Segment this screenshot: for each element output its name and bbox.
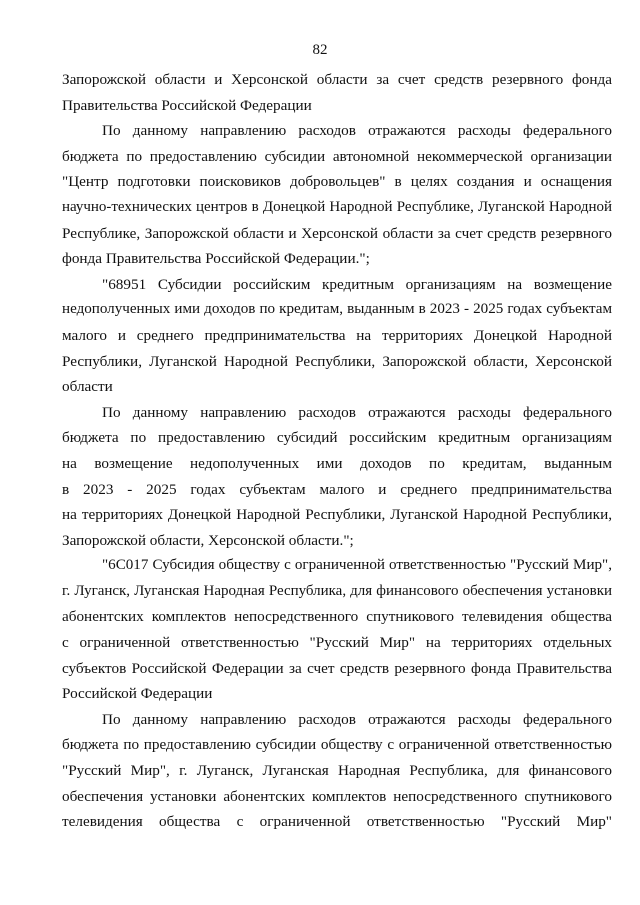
text-line: на возмещение недополученных ими доходов по кредитам, выданным xyxy=(62,454,612,472)
text-line: абонентских комплектов непосредственного спутникового телевидения общества xyxy=(62,608,612,626)
text-line: По данному направлению расходов отражаются расходы федерального xyxy=(102,403,612,421)
text-line: Республики, Луганской Народной Республики, Запорожской области, Херсонской xyxy=(62,352,612,370)
document-body xyxy=(62,67,612,835)
text-line: По данному направлению расходов отражаются расходы федерального xyxy=(102,710,612,728)
text-line: фонда Правительства Российской Федерации."; xyxy=(62,250,370,268)
text-line: Правительства Российской Федерации xyxy=(62,96,312,114)
text-line: области xyxy=(62,378,113,396)
text-line: в 2023 - 2025 годах субъектам малого и среднего предпринимательства xyxy=(62,480,612,498)
text-line: Российской Федерации xyxy=(62,685,213,703)
text-line: Запорожской области, Херсонской области."; xyxy=(62,531,354,549)
text-line: Запорожской области и Херсонской области за счет средств резервного фонда xyxy=(62,71,612,88)
page-number: 82 xyxy=(312,42,328,58)
text-line: бюджета по предоставлению субсидий российским кредитным организациям xyxy=(62,429,612,447)
text-line: "68951 Субсидии российским кредитным организациям на возмещение xyxy=(102,275,612,293)
text-line: "Русский Мир", г. Луганск, Луганская Народная Республика, для финансового xyxy=(62,762,612,780)
text-line: недополученных ими доходов по кредитам, выданным в 2023 - 2025 годах субъектам xyxy=(62,301,612,318)
text-line: бюджета по предоставлению субсидии обществу с ограниченной ответственностью xyxy=(62,736,612,754)
text-line: Республике, Запорожской области и Херсонской области за счет средств резервного xyxy=(62,224,612,242)
text-line: обеспечения установки абонентских комплектов непосредственного спутникового xyxy=(62,787,612,805)
text-line: "6С017 Субсидия обществу с ограниченной ответственностью "Русский Мир", xyxy=(102,557,612,574)
text-line: научно-технических центров в Донецкой Народной Республике, Луганской Народной xyxy=(62,198,612,215)
text-line: малого и среднего предпринимательства на территориях Донецкой Народной xyxy=(62,326,612,344)
text-line: субъектов Российской Федерации за счет средств резервного фонда Правительства xyxy=(62,659,612,677)
text-line: телевидения общества с ограниченной ответственностью "Русский Мир" xyxy=(62,813,612,831)
text-line: бюджета по предоставлению субсидии автономной некоммерческой организации xyxy=(62,147,612,165)
text-line: с ограниченной ответственностью "Русский Мир" на территориях отдельных xyxy=(62,634,612,652)
text-line: на территориях Донецкой Народной Республики, Луганской Народной Республики, xyxy=(62,506,612,524)
text-line: г. Луганск, Луганская Народная Республика, для финансового обеспечения установки xyxy=(62,582,612,599)
text-line: По данному направлению расходов отражаются расходы федерального xyxy=(102,122,612,140)
text-line: "Центр подготовки поисковиков добровольцев" в целях создания и оснащения xyxy=(62,173,612,191)
